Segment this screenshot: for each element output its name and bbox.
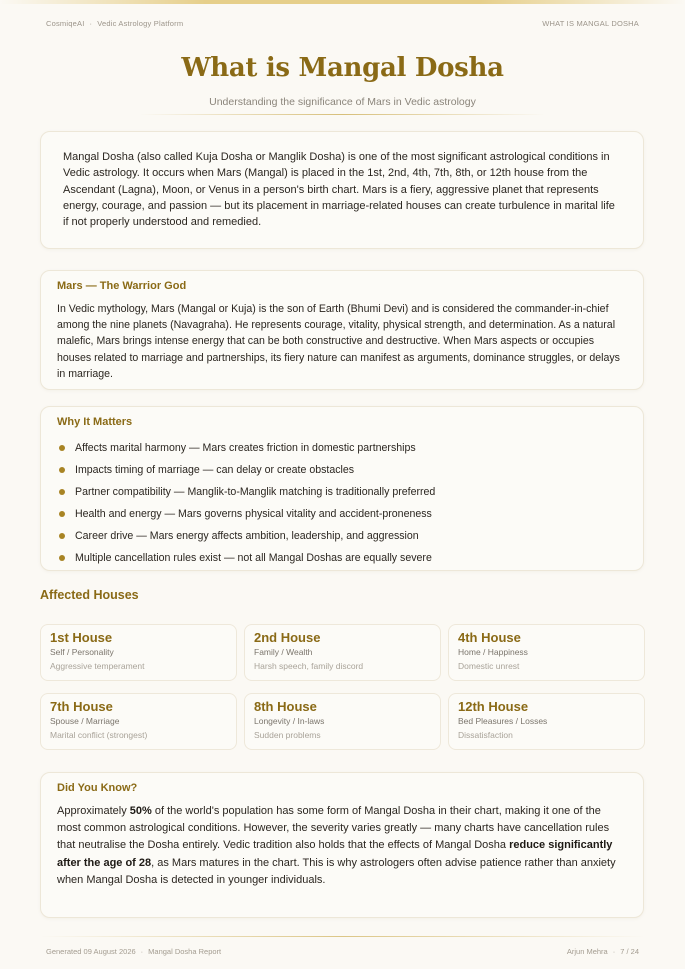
why-heading: Why It Matters	[57, 416, 133, 428]
generated-date: Generated 09 August 2026	[46, 946, 136, 956]
house-effect: Dissatisfaction	[458, 730, 513, 740]
house-signification: Home / Happiness	[458, 647, 528, 657]
house-card-2	[244, 624, 441, 681]
did-you-know-card	[40, 772, 644, 918]
intro-card	[40, 131, 644, 249]
bullet-icon	[59, 489, 65, 495]
intro-text: Mangal Dosha (also called Kuja Dosha or Manglik Dosha) is one of the most significant astrological conditions in Vedic astrology. It occurs when Mars (Mangal) is placed in the 1st, 2nd, 4th, 7th, 8th, or 12th house from the Ascendant (Lagna), Moon, or Venus in a person's birth chart. Mars is a fiery, aggressive planet that represents energy, courage, and passion — but its placement in marriage-related houses can create turbulence in marital life if not properly understood and remedied.	[63, 151, 615, 229]
dyk-text-part: , as Mars matures in the chart. This is why astrologers often advise patience rather than anxiety when Mangal Dosha is detected in younger individuals.	[57, 856, 616, 886]
house-effect: Sudden problems	[254, 730, 321, 740]
dyk-text-part: Approximately	[57, 805, 130, 817]
header-section-label: WHAT IS MANGAL DOSHA	[542, 18, 639, 28]
list-item	[57, 547, 627, 569]
bullet-icon	[59, 467, 65, 473]
top-decorative-rule	[0, 0, 685, 4]
author-name: Arjun Mehra	[566, 946, 608, 956]
house-effect: Marital conflict (strongest)	[50, 730, 148, 740]
footer-separator: ·	[612, 946, 616, 956]
house-name: 1st House	[50, 630, 113, 645]
why-item-text: Career drive — Mars energy affects ambition, leadership, and aggression	[75, 530, 419, 542]
house-card-12	[448, 693, 645, 750]
dyk-highlight: reduce significantly after the age of 28	[57, 839, 613, 869]
mars-text: In Vedic mythology, Mars (Mangal or Kuja) is the son of Earth (Bhumi Devi) and is considered the commander-in-chief among the nine planets (Navagraha). He represents courage, vitality, physical strength, and determination. As a natural malefic, Mars brings intense energy that can be both constructive and destructive. When Mars aspects or occupies houses related to marriage and partnerships, its fiery nature can manifest as arguments, dominance struggles, or delays in marriage.	[57, 303, 620, 380]
why-item-text: Health and energy — Mars governs physical vitality and accident-proneness	[75, 508, 432, 520]
house-effect: Harsh speech, family discord	[254, 661, 364, 671]
brand-name: CosmiqeAI	[46, 18, 85, 28]
footer-divider	[40, 936, 645, 937]
house-name: 12th House	[458, 699, 529, 714]
affected-houses-grid	[40, 624, 645, 750]
house-card-4	[448, 624, 645, 681]
page-footer	[46, 945, 639, 957]
house-effect: Domestic unrest	[458, 661, 520, 671]
did-you-know-heading: Did You Know?	[57, 782, 138, 794]
header-brand-line	[46, 19, 183, 28]
house-signification: Family / Wealth	[254, 647, 313, 657]
dyk-highlight: 50%	[129, 805, 152, 817]
why-item-text: Partner compatibility — Manglik-to-Manglik matching is traditionally preferred	[75, 486, 436, 498]
bullet-icon	[59, 445, 65, 451]
why-item-text: Affects marital harmony — Mars creates friction in domestic partnerships	[75, 442, 416, 454]
page-number: 7 / 24	[620, 946, 639, 956]
page-title: What is Mangal Dosha	[181, 53, 504, 83]
mars-heading: Mars — The Warrior God	[57, 280, 187, 292]
house-card-8	[244, 693, 441, 750]
house-name: 7th House	[50, 699, 113, 714]
did-you-know-text	[57, 803, 627, 889]
header-separator: ·	[89, 18, 93, 28]
list-item	[57, 437, 627, 459]
footer-left	[46, 947, 221, 956]
house-card-7	[40, 693, 237, 750]
why-it-matters-card	[40, 406, 644, 571]
why-item-text: Multiple cancellation rules exist — not all Mangal Doshas are equally severe	[75, 552, 432, 564]
house-card-1	[40, 624, 237, 681]
footer-right	[567, 947, 639, 956]
mars-warrior-card	[40, 270, 644, 390]
bullet-icon	[59, 555, 65, 561]
page-header	[46, 17, 639, 29]
bullet-icon	[59, 533, 65, 539]
list-item	[57, 481, 627, 503]
platform-name: Vedic Astrology Platform	[97, 18, 184, 28]
list-item	[57, 525, 627, 547]
page-subtitle: Understanding the significance of Mars in Vedic astrology	[209, 96, 476, 108]
house-signification: Self / Personality	[50, 647, 114, 657]
report-name: Mangal Dosha Report	[148, 946, 222, 956]
list-item	[57, 503, 627, 525]
why-list	[57, 437, 627, 569]
house-effect: Aggressive temperament	[50, 661, 145, 671]
house-signification: Spouse / Marriage	[50, 716, 120, 726]
list-item	[57, 459, 627, 481]
why-item-text: Impacts timing of marriage — can delay or create obstacles	[75, 464, 355, 476]
dyk-text-part: of the world's population has some form of Mangal Dosha in their chart, making it one of the most common astrological conditions. However, the severity varies greatly — many charts have cancellation rules that neutralise the Dosha entirely. Vedic tradition also holds that the effects of Mangal Dosha	[57, 805, 610, 852]
house-signification: Bed Pleasures / Losses	[458, 716, 548, 726]
house-name: 4th House	[458, 630, 521, 645]
title-divider	[140, 114, 545, 115]
affected-houses-heading: Affected Houses	[40, 588, 139, 602]
footer-separator: ·	[140, 946, 144, 956]
house-name: 8th House	[254, 699, 317, 714]
house-name: 2nd House	[254, 630, 321, 645]
house-signification: Longevity / In-laws	[254, 716, 325, 726]
bullet-icon	[59, 511, 65, 517]
